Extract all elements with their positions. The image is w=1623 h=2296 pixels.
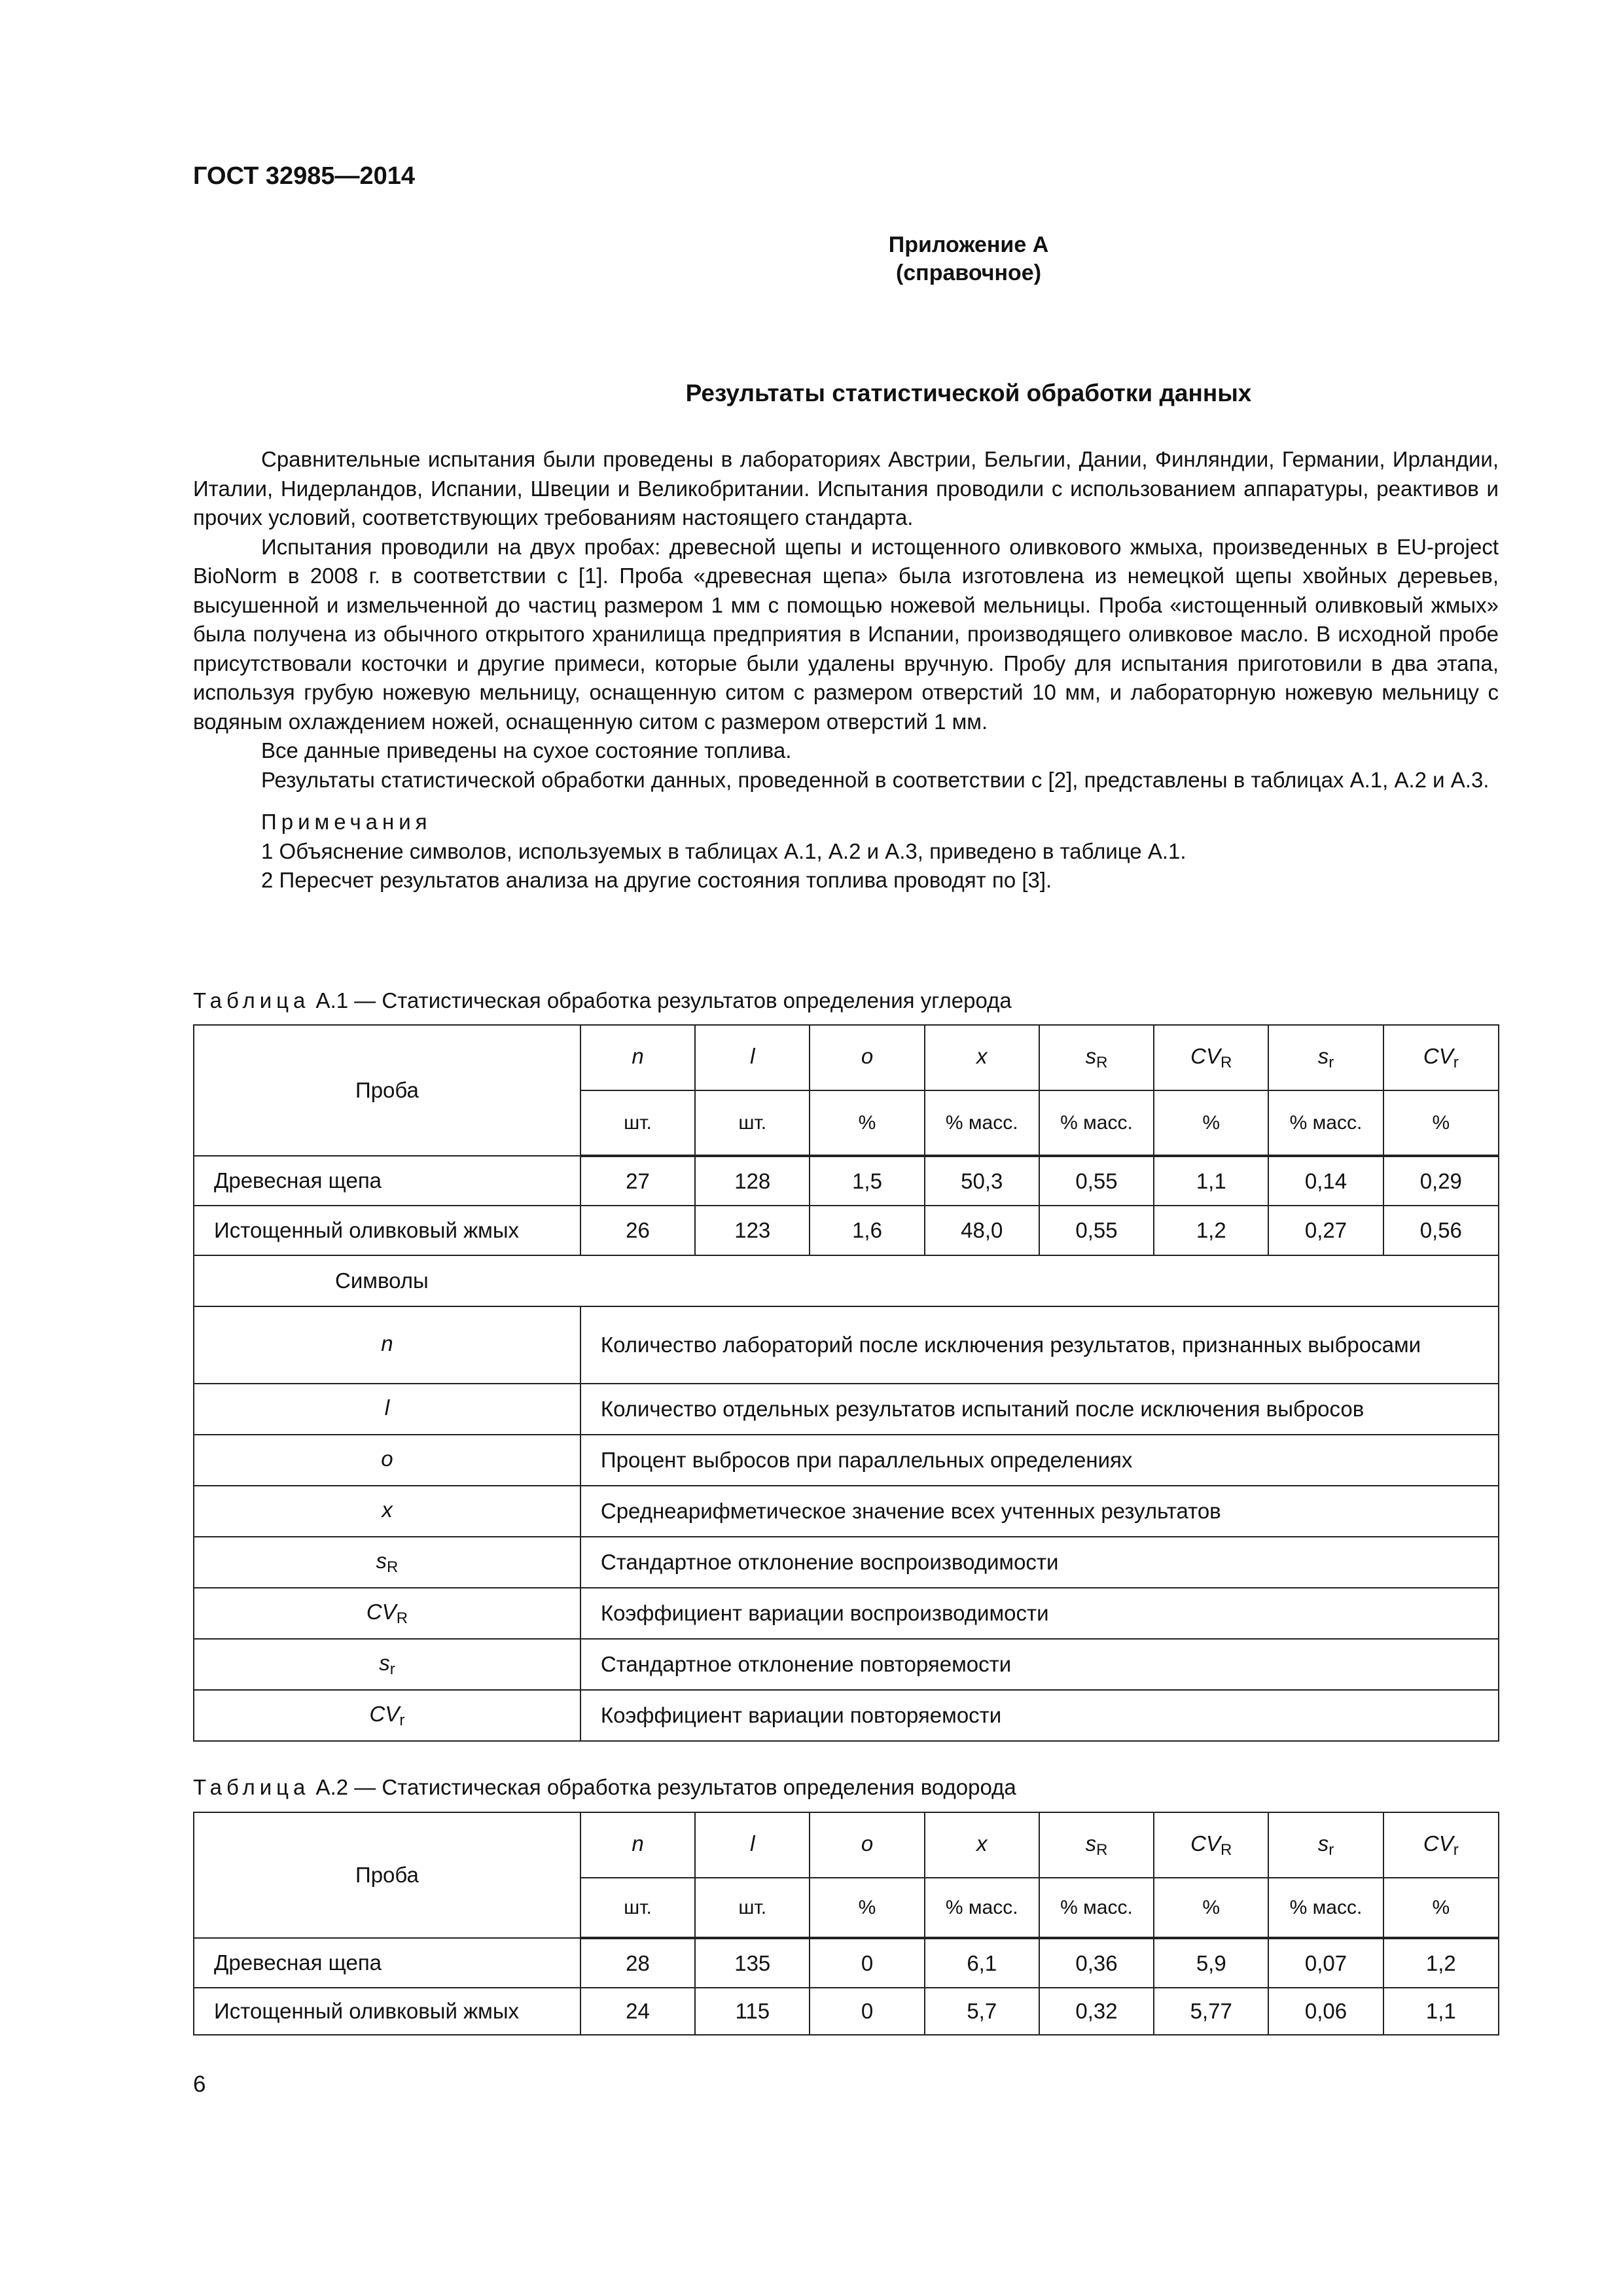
value-cell: 1,6 [810, 1206, 924, 1255]
table-row [194, 1988, 1499, 2035]
table-row [194, 1025, 1499, 1090]
definition-text: Коэффициент вариации воспроизводимости [580, 1588, 1499, 1639]
value-cell: 5,7 [925, 1988, 1039, 2035]
value-cell: 0 [810, 1938, 924, 1988]
definition-text: Количество отдельных результатов испытаний после исключения выбросов [580, 1384, 1499, 1435]
definition-text: Стандартное отклонение воспроизводимости [580, 1537, 1499, 1588]
symbol-header: l [695, 1025, 810, 1090]
paragraph: Все данные приведены на сухое состояние топлива. [261, 738, 792, 762]
unit-cell: шт. [580, 1090, 695, 1156]
annex-title: Приложение А [888, 232, 1049, 257]
value-cell: 0,27 [1268, 1206, 1383, 1255]
value-cell: 0 [810, 1988, 924, 2035]
table1-caption-text: А.1 — Статистическая обработка результатов определения углерода [310, 988, 1012, 1013]
unit-cell: % масс. [925, 1878, 1039, 1938]
unit-cell: % [1383, 1878, 1499, 1938]
section-title: Результаты статистической обработки данных [685, 380, 1252, 406]
table-row [194, 1588, 1499, 1639]
value-cell: 0,06 [1268, 1988, 1383, 2035]
value-cell: 0,56 [1383, 1206, 1499, 1255]
definition-text: Среднеарифметическое значение всех учтенных результатов [580, 1486, 1499, 1537]
paragraph: Сравнительные испытания были проведены в лабораториях Австрии, Бельгии, Дании, Финляндии, Германии, Ирландии, Италии, Нидерландов, Испании, Швеции и Великобритании. Испытания проводили с использованием аппаратуры, реактивов и прочих условий, соответствующих требованиям настоящего стандарта. [193, 447, 1499, 529]
sample-cell: Древесная щепа [194, 1156, 580, 1206]
sample-cell: Истощенный оливковый жмых [194, 1206, 580, 1255]
value-cell: 1,1 [1154, 1156, 1268, 1206]
definition-text: Стандартное отклонение повторяемости [580, 1639, 1499, 1690]
value-cell: 0,32 [1039, 1988, 1154, 2035]
value-cell: 128 [695, 1156, 810, 1206]
value-cell: 135 [695, 1938, 810, 1988]
unit-cell: % масс. [925, 1090, 1039, 1156]
table-a1 [193, 1024, 1499, 1742]
symbol-header: o [810, 1025, 924, 1090]
unit-cell: % [1154, 1090, 1268, 1156]
value-cell: 0,14 [1268, 1156, 1383, 1206]
unit-cell: шт. [695, 1090, 810, 1156]
unit-cell: % масс. [1039, 1878, 1154, 1938]
value-cell: 26 [580, 1206, 695, 1255]
paragraph: Испытания проводили на двух пробах: древесной щепы и истощенного оливкового жмыха, произведенных в EU-project BioNorm в 2008 г. в соответствии с [1]. Проба «древесная щепа» была изготовлена из немецкой щепы хвойных деревьев, высушенной и измельченной до частиц размером 1 мм с помощью ножевой мельницы. Проба «истощенный оливковый жмых» была получена из обычного открытого хранилища предприятия в Испании, производящего оливковое масло. В исходной пробе присутствовали косточки и другие примеси, которые были удалены вручную. Пробу для испытания приготовили в два этапа, используя грубую ножевую мельницу, оснащенную ситом с размером отверстий 10 мм, и лабораторную ножевую мельницу с водяным охлаждением ножей, оснащенную ситом с размером отверстий 1 мм. [193, 534, 1499, 734]
value-cell: 5,77 [1154, 1988, 1268, 2035]
symbol-header: n [580, 1025, 695, 1090]
symbol-header: $s_r$ [1268, 1025, 1383, 1090]
sample-header: Проба [194, 1812, 580, 1938]
symbol-header: $s_r$ [1268, 1812, 1383, 1878]
value-cell: 1,2 [1154, 1206, 1268, 1255]
value-cell: 1,5 [810, 1156, 924, 1206]
table-row [194, 1639, 1499, 1690]
definition-symbol: o [194, 1435, 580, 1486]
notes-heading: Примечания [261, 810, 432, 834]
symbol-header: $s_R$ [1039, 1812, 1154, 1878]
value-cell: 0,07 [1268, 1938, 1383, 1988]
table-row [194, 1486, 1499, 1537]
sample-cell: Древесная щепа [194, 1938, 580, 1988]
symbol-header: $CV_r$ [1383, 1812, 1499, 1878]
annex-subtitle: (справочное) [895, 260, 1042, 285]
unit-cell: шт. [580, 1878, 695, 1938]
table-row [194, 1384, 1499, 1435]
table-row [194, 1306, 1499, 1384]
note-item: 2 Пересчет результатов анализа на другие состояния топлива проводят по [3]. [261, 868, 1052, 892]
definition-symbol: $CV_r$ [194, 1690, 580, 1741]
value-cell: 1,2 [1383, 1938, 1499, 1988]
sample-cell: Истощенный оливковый жмых [194, 1988, 580, 2035]
value-cell: 0,36 [1039, 1938, 1154, 1988]
symbol-header: n [580, 1812, 695, 1878]
table2-caption-text: А.2 — Статистическая обработка результатов определения водорода [310, 1775, 1016, 1799]
value-cell: 24 [580, 1988, 695, 2035]
definition-text: Коэффициент вариации повторяемости [580, 1690, 1499, 1741]
symbol-header: $CV_R$ [1154, 1812, 1268, 1878]
paragraph: Результаты статистической обработки данных, проведенной в соответствии с [2], представлены в таблицах А.1, А.2 и А.3. [261, 767, 1489, 792]
value-cell: 28 [580, 1938, 695, 1988]
value-cell: 48,0 [925, 1206, 1039, 1255]
value-cell: 6,1 [925, 1938, 1039, 1988]
unit-cell: % масс. [1268, 1878, 1383, 1938]
definition-text: Количество лабораторий после исключения результатов, признанных выбросами [580, 1306, 1499, 1384]
table-row [194, 1206, 1499, 1255]
table-row [194, 1690, 1499, 1741]
table-row [194, 1938, 1499, 1988]
page-number: 6 [193, 2072, 206, 2097]
symbol-header: x [925, 1812, 1039, 1878]
unit-cell: % масс. [1268, 1090, 1383, 1156]
unit-cell: % [810, 1878, 924, 1938]
definition-text: Процент выбросов при параллельных определениях [580, 1435, 1499, 1486]
definition-symbol: $s_R$ [194, 1537, 580, 1588]
table-row [194, 1435, 1499, 1486]
document-header: ГОСТ 32985—2014 [193, 162, 416, 190]
value-cell: 27 [580, 1156, 695, 1206]
unit-cell: % [810, 1090, 924, 1156]
definition-symbol: $CV_R$ [194, 1588, 580, 1639]
symbol-header: x [925, 1025, 1039, 1090]
value-cell: 5,9 [1154, 1938, 1268, 1988]
sample-header: Проба [194, 1025, 580, 1156]
table-row [194, 1156, 1499, 1206]
symbol-header: $CV_r$ [1383, 1025, 1499, 1090]
table-row [194, 1537, 1499, 1588]
table1-caption-word: Таблица [193, 988, 310, 1013]
note-item: 1 Объяснение символов, используемых в таблицах А.1, А.2 и А.3, приведено в таблице А.1. [261, 838, 1186, 863]
value-cell: 0,55 [1039, 1206, 1154, 1255]
notes [193, 808, 1499, 895]
unit-cell: % [1154, 1878, 1268, 1938]
symbol-header: $CV_R$ [1154, 1025, 1268, 1090]
unit-cell: % масс. [1039, 1090, 1154, 1156]
symbol-header: l [695, 1812, 810, 1878]
definition-symbol: x [194, 1486, 580, 1537]
table-row [194, 1812, 1499, 1878]
value-cell: 0,29 [1383, 1156, 1499, 1206]
symbol-header: $s_R$ [1039, 1025, 1154, 1090]
definition-symbol: $s_r$ [194, 1639, 580, 1690]
table2-caption [193, 1775, 1016, 1800]
table1-caption [193, 988, 1012, 1013]
table-row [194, 1255, 1499, 1306]
value-cell: 1,1 [1383, 1988, 1499, 2035]
table-a2 [193, 1812, 1499, 2036]
definition-symbol: l [194, 1384, 580, 1435]
value-cell: 115 [695, 1988, 810, 2035]
value-cell: 0,55 [1039, 1156, 1154, 1206]
symbols-heading: Символы [194, 1255, 1499, 1306]
definition-symbol: n [194, 1306, 580, 1384]
value-cell: 50,3 [925, 1156, 1039, 1206]
body-text [193, 445, 1499, 895]
unit-cell: шт. [695, 1878, 810, 1938]
table2-caption-word: Таблица [193, 1775, 310, 1799]
symbol-header: o [810, 1812, 924, 1878]
value-cell: 123 [695, 1206, 810, 1255]
unit-cell: % [1383, 1090, 1499, 1156]
